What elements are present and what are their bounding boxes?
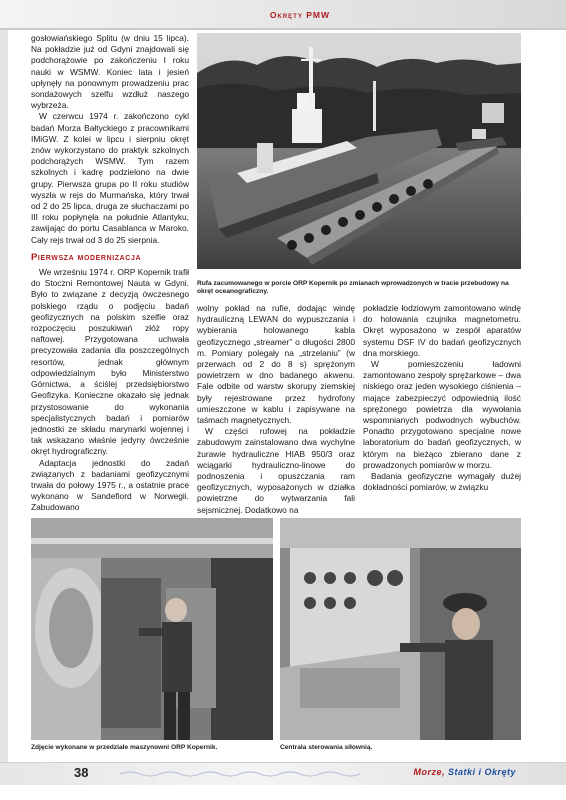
footer-wave-ornament xyxy=(120,770,360,778)
paragraph: We wrześniu 1974 r. ORP Kopernik trafił do Stoczni Remontowej Nauta w Gdyni. Było to związane z decyzją ówczesnego polskiego rządu o podjęciu badań geofizycznych na polskim szelfie oraz rozpoczęciu poszukiwań złóż ropy naftowej. Przygotowana uchwała precyzowała zadania dla poszczególnych resortów, jednak głównym odpowiedzialnym było Ministerstwo Górnictwa, a ściślej przedsiębiorstwo Geofizyka. Konieczne okazało się jednak przystosowanie do wykonania specjalistycznych badań i pomiarów jednostki ze składu marynarki wojennej i tak wskazano właśnie jedyny ówcześnie okręt hydrograficzny. xyxy=(31,267,189,457)
magazine-title xyxy=(413,767,516,777)
caption-top-photo: Rufa zacumowanego w porcie ORP Kopernik po zmianach wprowadzonych w tracie przebudowy na okręt oceanograficzny. xyxy=(197,280,509,296)
paragraph: W części rufowej na pokładzie zabudowym zainstalowano dwa wychylne żurawie hydrauliczne HIAB 950/3 oraz wciągarki hydrauliczno-linowe do podnoszenia i opuszczania ram geofizycznych, wyposażonych w działka powietrzne do wytwarzania fali sejsmicznej. Dodatkowo na xyxy=(197,426,355,515)
magazine-title-part1: Morze, xyxy=(413,767,448,777)
paragraph: gosłowiańskiego Splitu (w dniu 15 lipca). Na pokładzie już od Gdyni znajdowali się podchorążowie po zakończeniu I roku nauki w WSMW. Koniec lata i jesień upłynęły na ponownym prowadzeniu prac sondażowych szelfu wzdłuż naszego wybrzeża. xyxy=(31,33,189,111)
text-column-1 xyxy=(31,33,189,514)
photo-ship-moored xyxy=(197,33,521,269)
paragraph: pokładzie łodziowym zamontowano windę do holowania czujnika magnetometru. Okręt wyposażono w zespół aparatów systemu DSF IV do badań geofizycznych dna morskiego. xyxy=(363,303,521,358)
section-title: Okręty PMW xyxy=(269,10,330,20)
paragraph: wolny pokład na rufie, dodając windę hydrauliczną LEWAN do wypuszczania i wybierania holowanego kabla geofizycznego „streamer” o długości 2800 m. Pomiary polegały na „strzelaniu” (w przerwach od 2 do 8 s) sprężonym powietrzem w dno badanego akwenu. Fale odbite od warstw skorupy ziemskiej były rejestrowane przez hydrofony umieszczone w kablu i zapisywane na taśmach magnetycznych. xyxy=(197,303,355,426)
photo-engine-room xyxy=(31,518,273,740)
header-rule xyxy=(0,28,566,30)
paragraph: Badania geofizyczne wymagały dużej dokładności pomiarów, w związku xyxy=(363,471,521,493)
paragraph: Adaptacja jednostki do zadań związanych z badaniami geofizycznymi trwała do połowy 1975 r., a ostatnie prace wykonano w Sandefiord w Norwegii. Zabudowano xyxy=(31,457,189,513)
subheading: Pierwsza modernizacja xyxy=(31,251,142,263)
paragraph: W pomieszczeniu ładowni zamontowano zespoły sprężarkowe – dwa niskiego oraz jeden wysokiego ciśnienia – mające zabezpieczyć odpowiednią ilość sprężonego powietrza dla wywołania wspomnianych podwodnych wybuchów. Ponadto przygotowano specjalne nowe laboratorium do badań geofizycznych, w którym na bieżąco zbierano dane z prowadzonych pomiarów w morzu. xyxy=(363,359,521,470)
page-number: 38 xyxy=(74,765,89,780)
caption-control-room: Centrala sterowania siłownią. xyxy=(280,744,373,751)
magazine-title-part2: Statki i Okręty xyxy=(447,767,516,777)
text-column-3 xyxy=(363,303,521,493)
left-margin-bar xyxy=(0,30,8,770)
photo-control-room xyxy=(280,518,521,740)
paragraph: W czerwcu 1974 r. zakończono cykl badań Morza Bałtyckiego z pracownikami IMiGW. Z kolei w lipcu i sierpniu okręt znów wykorzystano do praktyk szkolnych podchorążych WSMW. Tym razem szkolnych i kadrę podzielono na dwie grupy. Pierwsza grupa po II roku studiów wyszła w rejs do Murmańska, który trwał od 2 do 25 lipca, druga ze słuchaczami po III roku popłynęła na południe Atlantyku, zawijając do portu Casablanca w Maroko. Cały rejs trwał od 3 do 25 sierpnia. xyxy=(31,111,189,245)
caption-engine-room: Zdjęcie wykonane w przedziale maszynowni ORP Kopernik. xyxy=(31,744,218,751)
text-column-2 xyxy=(197,303,355,516)
